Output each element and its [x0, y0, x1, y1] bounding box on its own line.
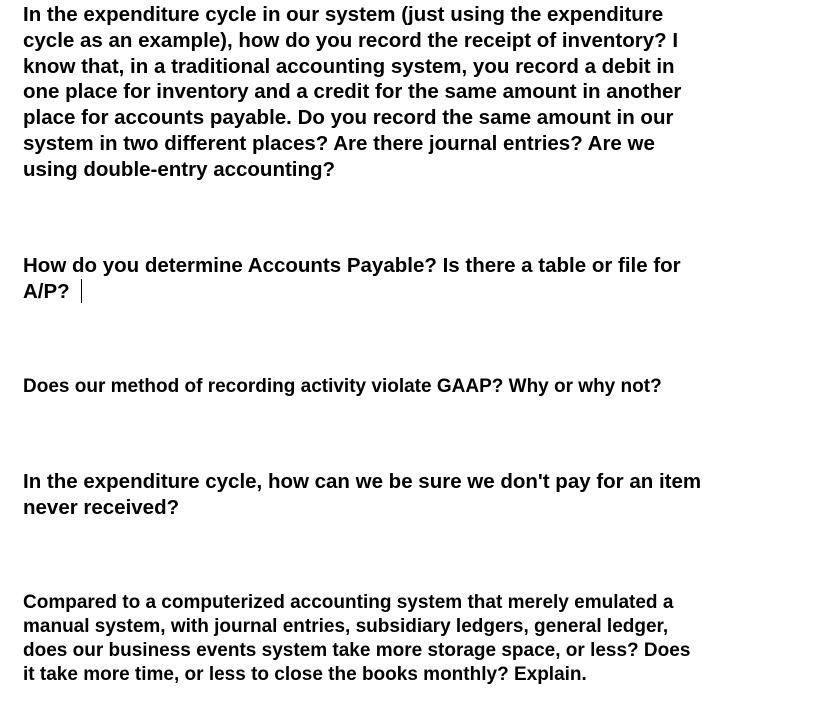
text-line: How do you determine Accounts Payable? Is there a table or file for — [23, 254, 681, 277]
text-line: place for accounts payable. Do you record the same amount in our — [23, 106, 674, 130]
text-line: know that, in a traditional accounting system, you record a debit in — [23, 54, 675, 78]
text-line: using double-entry accounting? — [23, 157, 336, 181]
text-line: it take more time, or less to close the books monthly? Explain. — [23, 664, 587, 685]
text-line: never received? — [23, 495, 180, 519]
question-storage-and-closing — [23, 591, 690, 687]
text-line-with-cursor — [23, 279, 681, 305]
text-line: system in two different places? Are there journal entries? Are we — [23, 131, 655, 155]
question-expenditure-inventory-receipt — [23, 2, 681, 183]
text-line: Compared to a computerized accounting system that merely emulated a — [23, 592, 674, 613]
text-cursor — [81, 279, 82, 303]
text-line: Does our method of recording activity violate GAAP? Why or why not? — [23, 376, 662, 397]
text-line: In the expenditure cycle, how can we be sure we don't pay for an item — [23, 470, 702, 493]
text-line: In the expenditure cycle in our system (just using the expenditure — [23, 3, 664, 26]
question-item-never-received — [23, 469, 701, 521]
question-accounts-payable — [23, 253, 681, 305]
text-line: A/P? — [23, 279, 70, 303]
text-line: manual system, with journal entries, subsidiary ledgers, general ledger, — [23, 616, 669, 637]
text-line: cycle as an example), how do you record the receipt of inventory? I — [23, 28, 679, 52]
question-gaap — [23, 375, 662, 399]
text-line: one place for inventory and a credit for the same amount in another — [23, 80, 682, 104]
text-line: does our business events system take more storage space, or less? Does — [23, 640, 691, 661]
